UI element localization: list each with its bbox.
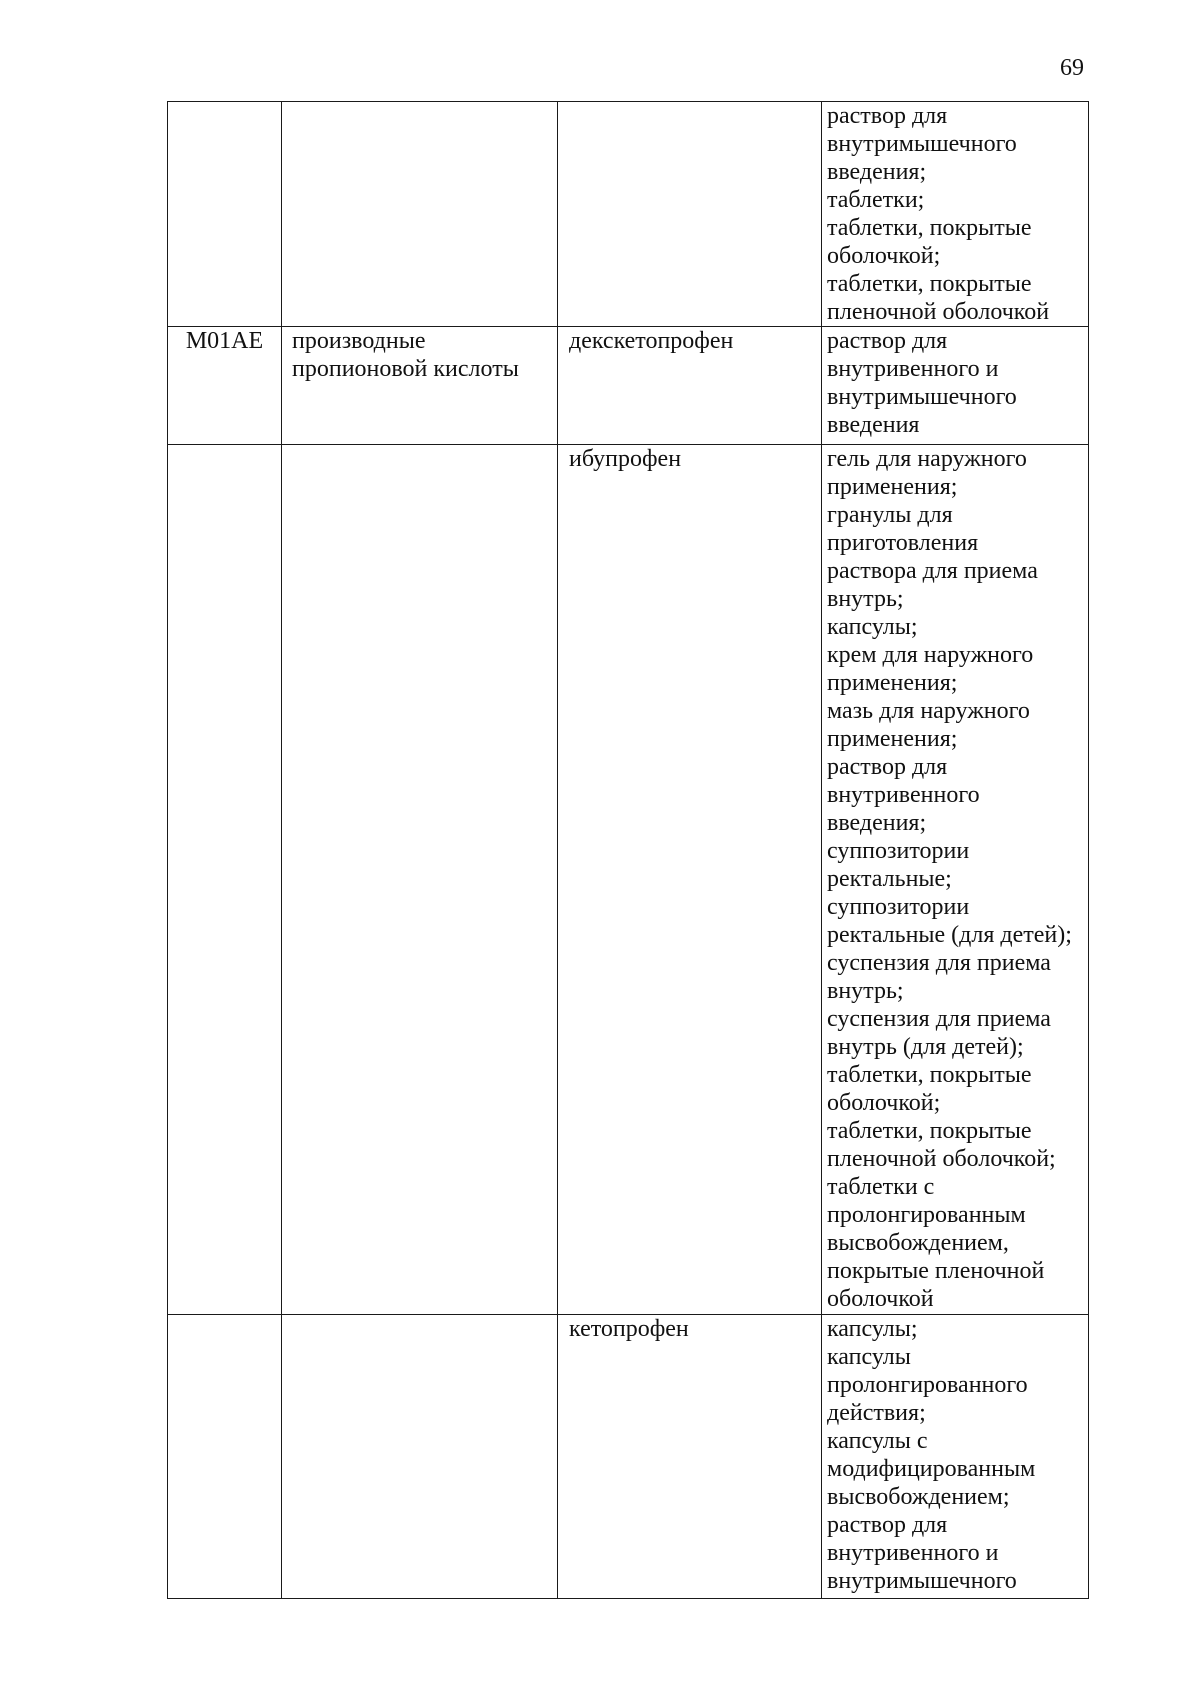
group-name-cell <box>282 1315 558 1599</box>
atc-code-cell <box>168 445 282 1315</box>
dosage-forms-cell <box>822 327 1089 445</box>
dosage-form-line: применения; <box>827 474 958 500</box>
dosage-form-line: таблетки, покрытые <box>827 1062 1032 1088</box>
dosage-form-line: пролонгированным <box>827 1202 1026 1228</box>
group-name-cell <box>282 445 558 1315</box>
dosage-forms-cell <box>822 445 1089 1315</box>
dosage-form-line: применения; <box>827 670 958 696</box>
dosage-form-line: суспензия для приема <box>827 1006 1051 1032</box>
dosage-form-line: ректальные; <box>827 866 952 892</box>
drug-name-cell: кетопрофен <box>558 1315 822 1599</box>
dosage-form-line: суспензия для приема <box>827 950 1051 976</box>
dosage-form-line: таблетки; <box>827 187 925 213</box>
dosage-form-line: пленочной оболочкой <box>827 299 1050 325</box>
dosage-form-line: оболочкой; <box>827 243 941 269</box>
atc-code-cell <box>168 102 282 327</box>
dosage-form-line: введения <box>827 412 920 438</box>
table-row <box>168 327 1089 445</box>
dosage-form-line: раствор для <box>827 103 948 129</box>
dosage-form-line: высвобождением; <box>827 1484 1010 1510</box>
table-row <box>168 1315 1089 1599</box>
group-name-line: производные <box>292 328 426 354</box>
dosage-form-line: оболочкой <box>827 1286 934 1312</box>
dosage-form-line: крем для наружного <box>827 642 1034 668</box>
dosage-form-line: таблетки, покрытые <box>827 271 1032 297</box>
drug-name-cell <box>558 102 822 327</box>
dosage-form-line: покрытые пленочной <box>827 1258 1045 1284</box>
dosage-form-line: пленочной оболочкой; <box>827 1146 1056 1172</box>
dosage-forms-cell <box>822 1315 1089 1599</box>
dosage-form-line: внутрь; <box>827 978 904 1004</box>
dosage-form-line: пролонгированного <box>827 1372 1028 1398</box>
group-name-line: пропионовой кислоты <box>292 356 519 382</box>
group-name-cell <box>282 327 558 445</box>
dosage-form-line: внутрь (для детей); <box>827 1034 1024 1060</box>
drug-table <box>167 101 1089 1599</box>
dosage-form-line: внутривенного <box>827 782 980 808</box>
dosage-form-line: капсулы с <box>827 1428 928 1454</box>
dosage-form-line: таблетки, покрытые <box>827 215 1032 241</box>
dosage-form-line: ректальные (для детей); <box>827 922 1072 948</box>
table-row <box>168 102 1089 327</box>
dosage-form-line: действия; <box>827 1400 926 1426</box>
dosage-form-line: мазь для наружного <box>827 698 1030 724</box>
dosage-form-line: внутримышечного <box>827 1568 1017 1594</box>
group-name-cell <box>282 102 558 327</box>
dosage-form-line: внутривенного и <box>827 1540 999 1566</box>
dosage-form-line: раствор для <box>827 328 948 354</box>
atc-code-cell <box>168 1315 282 1599</box>
dosage-form-line: внутрь; <box>827 586 904 612</box>
dosage-form-line: введения; <box>827 810 927 836</box>
drug-name-cell: декскетопрофен <box>558 327 822 445</box>
dosage-form-line: таблетки, покрытые <box>827 1118 1032 1144</box>
dosage-form-line: внутривенного и <box>827 356 999 382</box>
dosage-form-line: суппозитории <box>827 838 970 864</box>
table-row <box>168 445 1089 1315</box>
dosage-form-line: высвобождением, <box>827 1230 1009 1256</box>
dosage-form-line: раствор для <box>827 754 948 780</box>
dosage-form-line: гель для наружного <box>827 446 1027 472</box>
dosage-form-line: гранулы для <box>827 502 953 528</box>
dosage-form-line: капсулы <box>827 1344 911 1370</box>
dosage-forms-cell <box>822 102 1089 327</box>
dosage-form-line: таблетки с <box>827 1174 935 1200</box>
dosage-form-line: капсулы; <box>827 614 918 640</box>
dosage-form-line: введения; <box>827 159 927 185</box>
atc-code-cell: M01AE <box>168 327 282 445</box>
drug-name-cell: ибупрофен <box>558 445 822 1315</box>
dosage-form-line: оболочкой; <box>827 1090 941 1116</box>
dosage-form-line: модифицированным <box>827 1456 1036 1482</box>
dosage-form-line: внутримышечного <box>827 384 1017 410</box>
dosage-form-line: суппозитории <box>827 894 970 920</box>
dosage-form-line: приготовления <box>827 530 979 556</box>
dosage-form-line: применения; <box>827 726 958 752</box>
page-number: 69 <box>1060 55 1084 81</box>
dosage-form-line: капсулы; <box>827 1316 918 1342</box>
dosage-form-line: внутримышечного <box>827 131 1017 157</box>
dosage-form-line: раствора для приема <box>827 558 1038 584</box>
dosage-form-line: раствор для <box>827 1512 948 1538</box>
